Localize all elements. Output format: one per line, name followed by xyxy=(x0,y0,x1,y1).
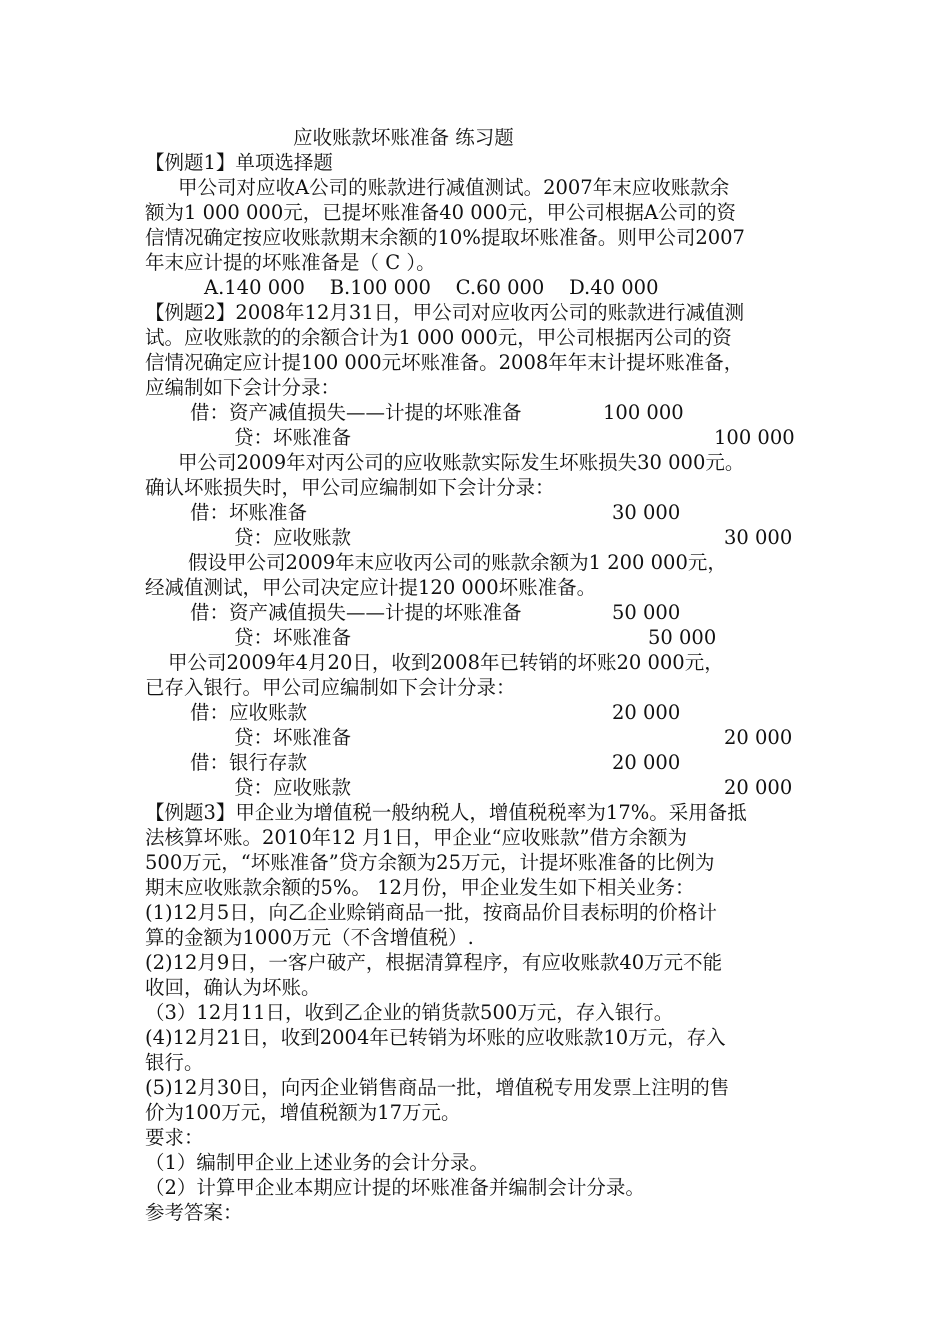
journal-credit-amount: 30 000 xyxy=(724,526,793,549)
example1-stem-line: 信情况确定按应收账款期末余额的10%提取坏账准备。则甲公司2007 xyxy=(145,226,745,249)
journal-credit-amount: 50 000 xyxy=(648,626,717,649)
journal-debit-line: 借：坏账准备 xyxy=(190,501,308,524)
example2-para-line: 假设甲公司2009年末应收丙公司的账款余额为1 200 000元， xyxy=(188,551,727,574)
example1-stem-line: 甲公司对应收A公司的账款进行减值测试。2007年末应收账款余 xyxy=(178,176,730,199)
page-title: 应收账款坏账准备 练习题 xyxy=(293,126,514,149)
example1-stem-line: 额为1 000 000元，已提坏账准备40 000元，甲公司根据A公司的资 xyxy=(145,201,737,224)
journal-credit-amount: 100 000 xyxy=(714,426,795,449)
example3-item-line: （3）12月11日，收到乙企业的销货款500万元，存入银行。 xyxy=(145,1001,674,1024)
journal-credit-amount: 20 000 xyxy=(724,776,793,799)
example2-intro-line: 信情况确定应计提100 000元坏账准备。2008年年末计提坏账准备， xyxy=(145,351,744,374)
example2-intro-line: 应编制如下会计分录： xyxy=(145,376,341,399)
example3-intro-line: 500万元，“坏账准备”贷方余额为25万元，计提坏账准备的比例为 xyxy=(145,851,715,874)
journal-debit-line: 借：资产减值损失——计提的坏账准备 xyxy=(190,401,522,424)
example2-para-line: 已存入银行。甲公司应编制如下会计分录： xyxy=(145,676,516,699)
journal-debit-line: 借：银行存款 xyxy=(190,751,308,774)
journal-debit-amount: 100 000 xyxy=(603,401,684,424)
example3-item-line: (5)12月30日，向丙企业销售商品一批，增值税专用发票上注明的售 xyxy=(145,1076,730,1099)
requirement-item: （2）计算甲企业本期应计提的坏账准备并编制会计分录。 xyxy=(145,1176,645,1199)
journal-debit-amount: 30 000 xyxy=(612,501,681,524)
example3-item-line: 银行。 xyxy=(145,1051,204,1074)
example3-item-line: (4)12月21日，收到2004年已转销为坏账的应收账款10万元，存入 xyxy=(145,1026,726,1049)
example2-para-line: 甲公司2009年4月20日，收到2008年已转销的坏账20 000元， xyxy=(168,651,724,674)
example2-intro-line: 试。应收账款的的余额合计为1 000 000元，甲公司根据丙公司的资 xyxy=(145,326,732,349)
example2-intro-line: 【例题2】2008年12月31日，甲公司对应收丙公司的账款进行减值测 xyxy=(145,301,745,324)
journal-debit-amount: 50 000 xyxy=(612,601,681,624)
journal-credit-line: 贷：应收账款 xyxy=(234,526,352,549)
example3-intro-line: 期末应收账款余额的5%。 12月份，甲企业发生如下相关业务： xyxy=(145,876,695,899)
example3-item-line: (1)12月5日，向乙企业赊销商品一批，按商品价目表标明的价格计 xyxy=(145,901,717,924)
journal-credit-line: 贷：应收账款 xyxy=(234,776,352,799)
example3-item-line: 算的金额为1000万元（不含增值税）. xyxy=(145,926,474,949)
example3-intro-line: 法核算坏账。2010年12 月1日，甲企业“应收账款”借方余额为 xyxy=(145,826,687,849)
example3-intro-line: 【例题3】甲企业为增值税一般纳税人，增值税税率为17%。采用备抵 xyxy=(145,801,747,824)
example3-item-line: 收回，确认为坏账。 xyxy=(145,976,321,999)
requirements-label: 要求： xyxy=(145,1126,204,1149)
example3-item-line: 价为100万元，增值税额为17万元。 xyxy=(145,1101,461,1124)
example3-item-line: (2)12月9日，一客户破产，根据清算程序，有应收账款40万元不能 xyxy=(145,951,723,974)
journal-debit-amount: 20 000 xyxy=(612,701,681,724)
example2-para-line: 甲公司2009年对丙公司的应收账款实际发生坏账损失30 000元。 xyxy=(178,451,745,474)
example1-options: A.140 000 B.100 000 C.60 000 D.40 000 xyxy=(204,276,659,299)
requirement-item: （1）编制甲企业上述业务的会计分录。 xyxy=(145,1151,489,1174)
journal-credit-amount: 20 000 xyxy=(724,726,793,749)
example2-para-line: 经减值测试，甲公司决定应计提120 000坏账准备。 xyxy=(145,576,597,599)
example1-stem-line: 年末应计提的坏账准备是（ C ）。 xyxy=(145,251,436,274)
journal-credit-line: 贷：坏账准备 xyxy=(234,426,352,449)
journal-debit-line: 借：应收账款 xyxy=(190,701,308,724)
answer-label: 参考答案： xyxy=(145,1201,243,1224)
journal-credit-line: 贷：坏账准备 xyxy=(234,626,352,649)
example2-para-line: 确认坏账损失时，甲公司应编制如下会计分录： xyxy=(145,476,555,499)
journal-debit-line: 借：资产减值损失——计提的坏账准备 xyxy=(190,601,522,624)
example1-heading: 【例题1】单项选择题 xyxy=(145,151,333,174)
journal-credit-line: 贷：坏账准备 xyxy=(234,726,352,749)
journal-debit-amount: 20 000 xyxy=(612,751,681,774)
